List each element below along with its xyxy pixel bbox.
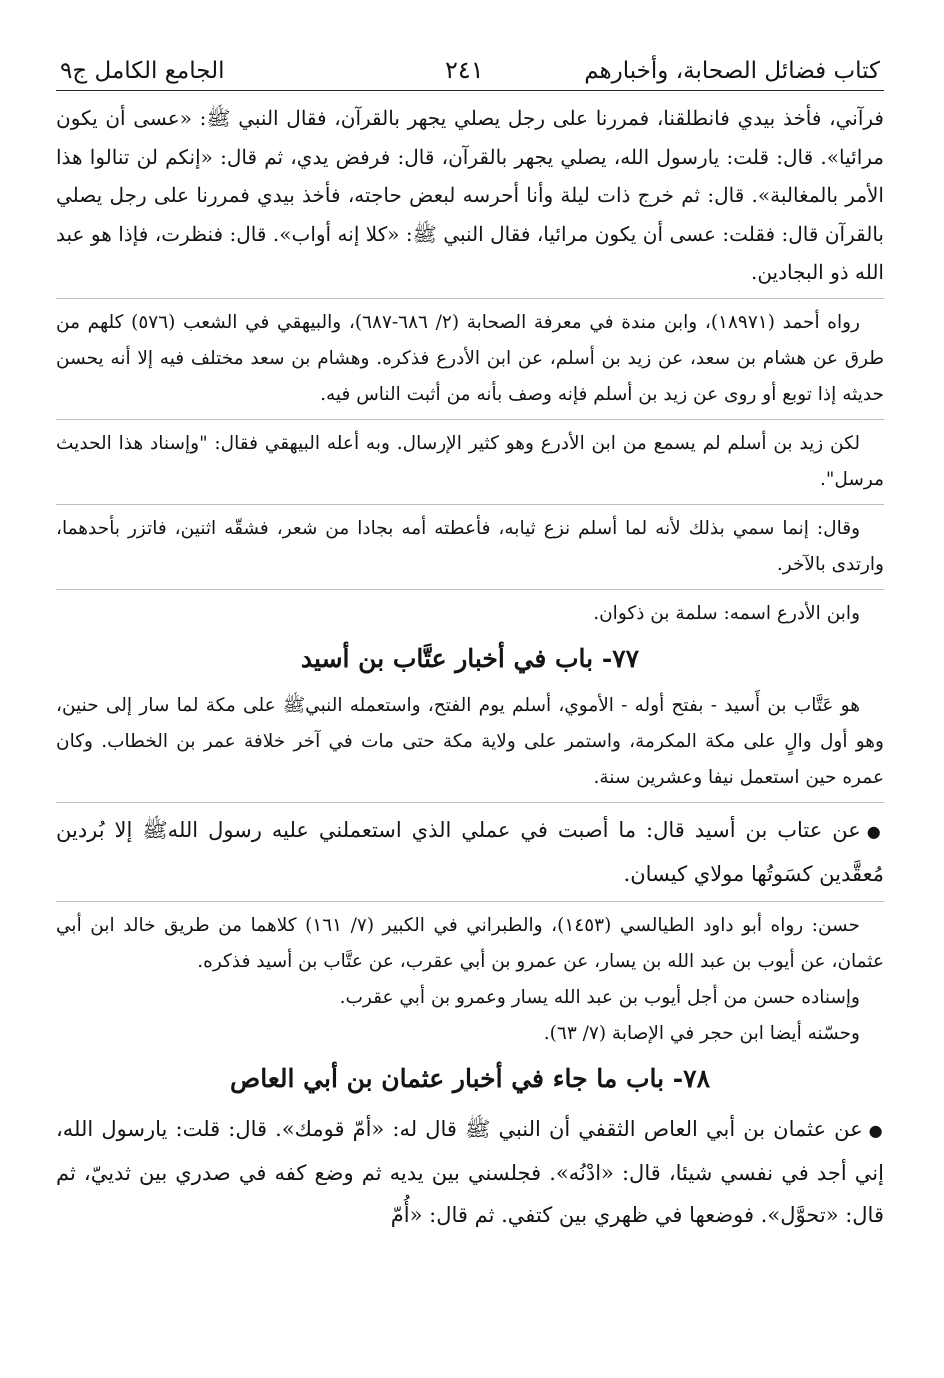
bullet-icon: ●: [866, 821, 884, 841]
page-number: ٢٤١: [445, 56, 484, 84]
chapter-77-takhrij: حسن: رواه أبو داود الطيالسي (١٤٥٣)، والطبراني في الكبير (٧/ ١٦١) كلاهما من طريق خالد ابن أبي عثمان، عن أيوب بن عبد الله بن يسار، عن عمرو بن أبي عقرب، عن عتَّاب بن أسيد فذكره.: [56, 914, 884, 972]
illah-paragraph: لكن زيد بن أسلم لم يسمع من ابن الأدرع وهو كثير الإرسال. وبه أعله البيهقي فقال: "وإسناد هذا الحديث مرسل".: [56, 432, 884, 490]
divider: [56, 589, 884, 590]
chapter-77-intro: هو عَتَّاب بن أَسيد - بفتح أوله - الأموي، أسلم يوم الفتح، واستعمله النبيﷺ على مكة لما سار إلى حنين، وهو أول والٍ على مكة المكرمة، واستمر على ولاية مكة حتى مات في آخر خلافة عمر بن الخطاب. وكان عمره حين استعمل نيفا وعشرين سنة.: [56, 694, 884, 788]
chapter-78-heading: ٧٨- باب ما جاء في أخبار عثمان بن أبي العاص: [229, 1063, 711, 1093]
divider: [56, 504, 884, 505]
divider: [56, 298, 884, 299]
divider: [56, 419, 884, 420]
divider: [56, 802, 884, 803]
takhrij-paragraph: رواه أحمد (١٨٩٧١)، وابن مندة في معرفة الصحابة (٢/ ٦٨٦-٦٨٧)، والبيهقي في الشعب (٥٧٦) كلهم من طرق عن هشام بن سعد، عن زيد بن أسلم، عن ابن الأدرع فذكره. وهشام بن سعد مختلف فيه إلا أنه يحسن حديثه إذا توبع أو روى عن زيد بن أسلم فإنه وصف بأنه من أثبت الناس فيه.: [56, 311, 884, 405]
naming-paragraph: وقال: إنما سمي بذلك لأنه لما أسلم نزع ثيابه، فأعطته أمه بجادا من شعر، فشقّه اثنين، فاتزر بأحدهما، وارتدى بالآخر.: [56, 517, 884, 575]
chapter-77-note-1: وإسناده حسن من أجل أيوب بن عبد الله يسار وعمرو بن أبي عقرب.: [339, 986, 860, 1008]
narrator-name-paragraph: وابن الأدرع اسمه: سلمة بن ذكوان.: [593, 602, 860, 624]
chapter-78-hadith: [56, 1108, 884, 1236]
collection-title: الجامع الكامل ج٩: [60, 58, 225, 84]
running-header: [56, 56, 884, 91]
bullet-icon: ●: [868, 1120, 884, 1140]
chapter-78-hadith-text: عن عثمان بن أبي العاص الثقفي أن النبي ﷺ قال له: «أمّ قومك». قال: قلت: يارسول الله، إني أجد في نفسي شيئا، قال: «ادْنُه». فجلسني بين يديه ثم وضع كفه في صدري بين ثدييّ، ثم قال: «تحوَّل». فوضعها في ظهري بين كتفي. ثم قال: «أُمّ: [56, 1116, 884, 1227]
hadith-continuation: فرآني، فأخذ بيدي فانطلقنا، فمررنا على رجل يصلي يجهر بالقرآن، فقال النبي ﷺ: «عسى أن يكون مرائيا». قال: قلت: يارسول الله، يصلي يجهر بالقرآن، قال: فرفض يدي، ثم قال: «إنكم لن تنالوا هذا الأمر بالمغالبة». قال: ثم خرج ذات ليلة وأنا أحرسه لبعض حاجته، فأخذ بيدي فمررنا على رجل يصلي بالقرآن قال: فقلت: عسى أن يكون مرائيا، فقال النبي ﷺ: «كلا إنه أواب». قال: فنظرت، فإذا هو عبد الله ذو البجادين.: [56, 106, 884, 284]
divider: [56, 901, 884, 902]
page-content: [56, 99, 884, 1236]
chapter-77-hadith: [56, 809, 884, 895]
chapter-77-hadith-text: عن عتاب بن أسيد قال: ما أصبت في عملي الذي استعملني عليه رسول اللهﷺ إلا بُردين مُعقَّدين كسَوتُها مولاي كيسان.: [56, 817, 884, 886]
chapter-77-heading: ٧٧- باب في أخبار عتَّاب بن أسيد: [300, 643, 640, 673]
chapter-77-note-2: وحسّنه أيضا ابن حجر في الإصابة (٧/ ٦٣).: [543, 1022, 860, 1044]
book-title: كتاب فضائل الصحابة، وأخبارهم: [584, 58, 880, 84]
